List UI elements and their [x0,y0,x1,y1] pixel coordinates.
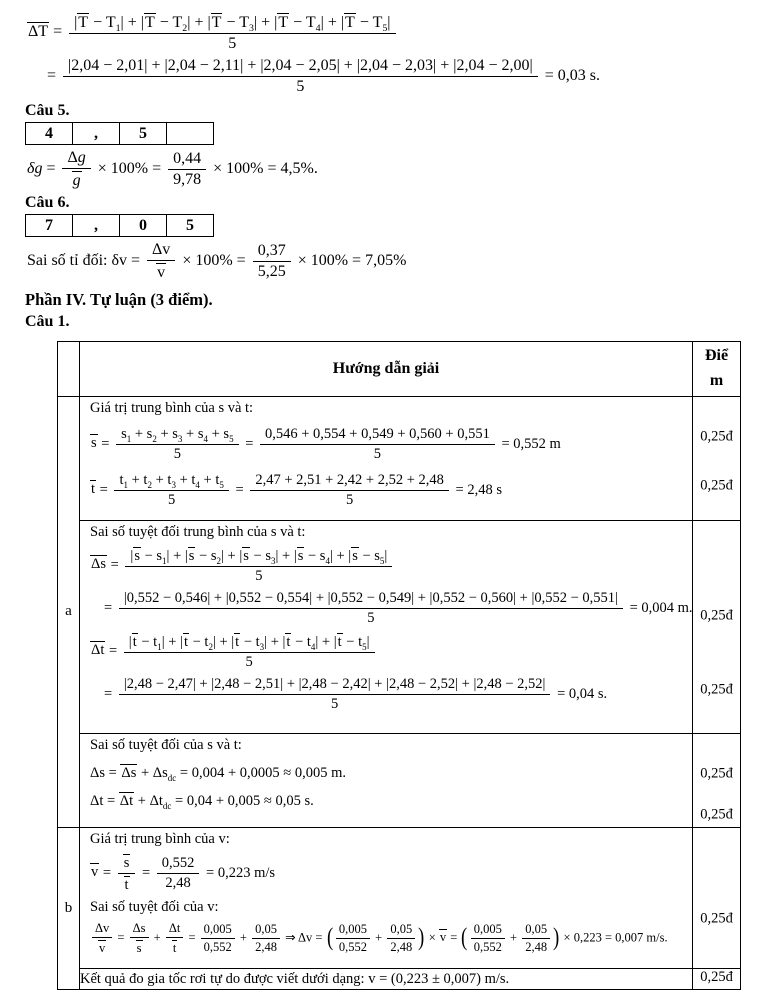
points-value: 0,25đ [700,968,733,985]
points-cell [693,520,741,733]
section-title: Giá trị trung bình của v: [90,830,230,847]
answer-cell [167,123,214,145]
row-b-result [58,968,741,989]
section-title: Giá trị trung bình của s và t: [90,399,254,416]
cau5-answer-table [25,122,214,145]
section-mean-v [80,827,693,968]
section-title: Sai số tuyệt đối của v: [90,898,219,915]
section-mean-abs-error-st [80,520,693,733]
result-statement: Kết quả đo gia tốc rơi tự do được viết dưới dạng: v = (0,223 ± 0,007) m/s. [80,968,693,989]
cau6-heading: Câu 6. [25,194,70,211]
row-a-section-1 [58,396,741,520]
answer-cell: 5 [120,123,167,145]
equation-delta-t-values: = |2,04 − 2,01| + |2,04 − 2,11| + |2,04 − 2,05| + |2,04 − 2,03| + |2,04 − 2,00| 5 = 0,03 s. [47,57,600,95]
equation-delta-s-mean: Δs = $\frac{|s - s_1| + |s - s_2| + |s - s_3| + |s - s_4| + |s - s_5|}{5}$ [90,546,686,585]
row-b-section-1 [58,827,741,968]
cau5-heading: Câu 5. [25,102,70,119]
points-value: 0,25đ [700,428,733,445]
points-cell [693,968,741,989]
equation-abs-error-t: $\Delta t = \Delta t + \Delta t_{dc} = 0,04 + 0,005 \approx 0,05$ s. [90,792,314,811]
row-a-section-2 [58,520,741,733]
section-abs-error-st [80,733,693,827]
points-value: 0,25đ [700,607,733,624]
header-empty-cell [58,342,80,397]
cau5-equation: δg = $\frac{\Delta g}{g}$ × 100% = $\frac{0,44}{9,78}$ × 100% = 4,5%. [27,149,318,189]
solution-table [57,341,741,990]
answer-cell: 4 [26,123,73,145]
equation-delta-s-values: = |0,552 − 0,546| + |0,552 − 0,554| + |0,552 − 0,549| + |0,552 − 0,560| + |0,552 − 0,551| 5 = 0,004 m. [104,589,693,626]
section-title: Sai số tuyệt đối của s và t: [90,736,242,753]
points-value: 0,25đ [700,477,733,494]
cau6-answer-table [25,214,214,237]
points-cell [693,827,741,968]
equation-mean-t: t = $\frac{t_1 + t_2 + t_3 + t_4 + t_5}{5}$ = $\frac{2,47 + 2,51 + 2,42 + 2,52 + 2,48}{5}$ = 2,48 s [91,471,502,508]
header-points-cell: Điểm [693,342,741,397]
points-value: 0,25đ [700,681,733,698]
answer-cell: 0 [120,215,167,237]
equation-delta-t-mean: ΔT = $\frac{|T - T_1| + |T - T_2| + |T - T_3| + |T - T_4| + |T - T_5|}{5}$ [27,12,769,53]
section-title: Sai số tuyệt đối trung bình của s và t: [90,523,306,540]
cau6-equation: Sai số tỉ đối: δv = $\frac{\Delta v}{v}$ × 100% = $\frac{0,37}{5,25}$ × 100% = 7,05% [27,241,407,281]
equation-mean-s: s = $\frac{s_1 + s_2 + s_3 + s_4 + s_5}{5}$ = $\frac{0,546 + 0,554 + 0,549 + 0,560 + 0,551}{5}$ = 0,552 m [91,425,561,462]
answer-cell: , [73,123,120,145]
solution-table-header [58,342,741,397]
row-a-section-3 [58,733,741,827]
points-value: 0,25đ [700,910,733,927]
points-cell [693,733,741,827]
equation-delta-t-values: = |2,48 − 2,47| + |2,48 − 2,51| + |2,48 − 2,42| + |2,48 − 2,52| + |2,48 − 2,52| 5 = 0,04 s. [104,675,608,712]
points-cell [693,396,741,520]
equation-abs-error-v: $\frac{\Delta v}{v}$ = $\frac{\Delta s}{s}$ + $\frac{\Delta t}{t}$ = $\frac{0,005}{0,552}$ + $\frac{0,05}{2,48}$ ⇒ Δv = ( $\frac{0,005}{0,552}$ + $\frac{0,05}{2,48}$ ) × v = ( $\frac{0,005}{0,552}$ + $\frac{0,05}{2,48}$ ) × 0,223 = 0,007 m/s. [90,921,686,956]
cau1-heading: Câu 1. [25,313,70,330]
header-guide-cell: Hướng dẫn giải [80,342,693,397]
points-value: 0,25đ [700,806,733,823]
equation-mean-v: v = $\frac{s}{t}$ = $\frac{0,552}{2,48}$ = 0,223 m/s [91,854,276,893]
answer-cell: 7 [26,215,73,237]
answer-cell: , [73,215,120,237]
section-mean-st [80,396,693,520]
equation-abs-error-s: $\Delta s = \Delta s + \Delta s_{dc} = 0,004 + 0,0005 \approx 0,005$ m. [90,764,346,783]
row-label-b: b [58,827,80,989]
part4-heading: Phần IV. Tự luận (3 điểm). [25,290,213,309]
answer-cell: 5 [167,215,214,237]
equation-delta-t-mean: Δt = $\frac{|t - t_1| + |t - t_2| + |t - t_3| + |t - t_4| + |t - t_5|}{5}$ [90,632,686,671]
points-value: 0,25đ [700,765,733,782]
row-label-a: a [58,396,80,827]
